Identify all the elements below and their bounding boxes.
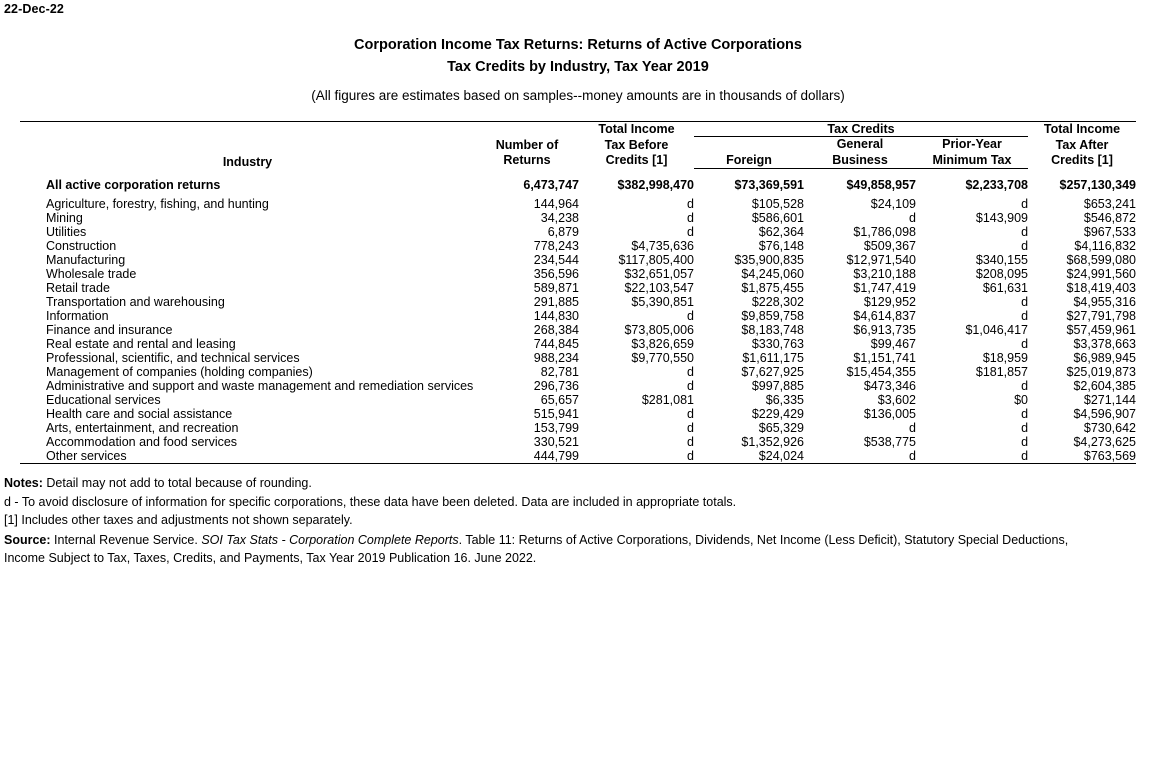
cell-tax-before-credits: d: [687, 407, 694, 421]
cell-prior-year-minimum-tax: d: [1021, 379, 1029, 393]
cell-general-business-credit: $3,602: [877, 393, 916, 407]
table-row: [20, 351, 1136, 365]
cell-tax-after-credits: $4,596,907: [1073, 407, 1137, 421]
cell-general-business-credit: $538,775: [863, 435, 916, 449]
cell-tax-after-credits: $27,791,798: [1066, 309, 1137, 323]
header-line: Total Income: [598, 122, 675, 136]
table-row: [20, 435, 1136, 449]
cell-number-of-returns: 589,871: [533, 281, 579, 295]
table-row: [20, 337, 1136, 351]
cell-foreign-credit: $24,024: [694, 449, 804, 464]
header-group-row: [20, 122, 1136, 137]
title-block: [0, 0, 1156, 107]
header-line: General: [836, 137, 884, 151]
cell-tax-after-credits: $967,533: [1083, 225, 1137, 239]
cell-prior-year-minimum-tax: $340,155: [975, 253, 1029, 267]
cell-tax-after-credits: $4,116,832: [1074, 239, 1137, 253]
table-header: [20, 122, 1136, 169]
cell-industry: Information: [45, 309, 109, 323]
cell-tax-before-credits: $4,735,636: [631, 239, 694, 253]
table-row: [20, 407, 1136, 421]
cell-tax-after-credits: $24,991,560: [1066, 267, 1137, 281]
cell-number-of-returns: 153,799: [533, 421, 579, 435]
cell-tax-before-credits: d: [687, 365, 694, 379]
table-row: [20, 211, 1136, 225]
cell-number-of-returns: 268,384: [533, 323, 579, 337]
cell-tax-after-credits: $6,989,945: [1073, 351, 1137, 365]
source-text-1: Internal Revenue Service.: [50, 532, 202, 547]
header-line: Tax Before: [604, 137, 669, 152]
header-line: Returns: [503, 153, 551, 167]
cell-prior-year-minimum-tax: $1,046,417: [965, 323, 1029, 337]
cell-prior-year-minimum-tax: d: [1021, 421, 1029, 435]
cell-foreign-credit: $9,859,758: [741, 309, 804, 323]
cell-prior-year-minimum-tax: d: [1021, 435, 1029, 449]
cell-foreign-credit: $6,335: [765, 393, 804, 407]
column-header-number-of-returns: [475, 122, 579, 169]
table-row: [20, 281, 1136, 295]
cell-foreign-credit: $7,627,925: [741, 365, 804, 379]
cell-number-of-returns: 988,234: [533, 351, 579, 365]
report-title-line-2: Tax Credits by Industry, Tax Year 2019: [447, 59, 709, 75]
cell-prior-year-minimum-tax: d: [1021, 309, 1029, 323]
source-label: Source:: [4, 532, 51, 547]
cell-tax-before-credits: $73,805,006: [624, 323, 694, 337]
table-row: [20, 295, 1136, 309]
cell-foreign-credit: $8,183,748: [741, 323, 804, 337]
cell-industry: Administrative and support and waste management and remediation services: [45, 379, 474, 393]
footnote-source: [4, 531, 1104, 568]
cell-foreign-credit: $1,875,455: [741, 281, 804, 295]
table-row: [20, 379, 1136, 393]
cell-industry: Real estate and rental and leasing: [45, 337, 236, 351]
footnote-bracket-1: [1] Includes other taxes and adjustments not shown separately.: [4, 513, 353, 527]
footnote-notes: [4, 474, 1104, 493]
column-header-foreign: Foreign: [694, 137, 804, 169]
cell-tax-after-credits: $68,599,080: [1066, 253, 1137, 267]
cell-number-of-returns: 6,879: [547, 225, 579, 239]
cell-prior-year-minimum-tax: d: [1021, 295, 1029, 309]
table-row: [20, 393, 1136, 407]
cell-general-business-credit: $1,747,419: [853, 281, 916, 295]
notes-label: Notes:: [4, 476, 43, 490]
cell-industry: Arts, entertainment, and recreation: [45, 421, 239, 435]
cell-tax-after-credits: $2,604,385: [1073, 379, 1137, 393]
cell-number-of-returns: 778,243: [533, 239, 579, 253]
cell-prior-year-minimum-tax: $0: [1014, 393, 1029, 407]
cell-tax-after-credits: $3,378,663: [1073, 337, 1137, 351]
cell-number-of-returns: 330,521: [533, 435, 579, 449]
table-row-total: [20, 169, 1136, 198]
column-header-prior-year-minimum-tax: [916, 137, 1028, 169]
header-line: Tax After: [1055, 137, 1109, 152]
cell-tax-after-credits: $25,019,873: [1066, 365, 1137, 379]
cell-number-of-returns: 515,941: [533, 407, 579, 421]
cell-industry: Educational services: [45, 393, 161, 407]
cell-tax-before-credits: d: [687, 421, 694, 435]
cell-industry: Health care and social assistance: [45, 407, 233, 421]
cell-foreign-credit: $228,302: [751, 295, 804, 309]
table-row: [20, 309, 1136, 323]
column-header-total-income-tax-after-credits: [1028, 122, 1136, 169]
cell-general-business-credit: $6,913,735: [853, 323, 916, 337]
cell-prior-year-minimum-tax: d: [1021, 407, 1029, 421]
cell-tax-before-credits: $117,805,400: [618, 253, 694, 267]
cell-foreign-credit: $1,352,926: [741, 435, 804, 449]
cell-tax-before-credits: d: [687, 309, 694, 323]
header-line: Credits [1]: [605, 153, 668, 167]
report-title-line-1: Corporation Income Tax Returns: Returns of Active Corporations: [354, 37, 802, 53]
cell-general-business-credit: d: [909, 421, 916, 435]
cell-tax-after-credits: $57,459,961: [1066, 323, 1137, 337]
report-subtitle: (All figures are estimates based on samples--money amounts are in thousands of dollars): [311, 88, 845, 103]
table-row: [20, 197, 1136, 211]
cell-tax-before-credits: $281,081: [641, 393, 694, 407]
cell-number-of-returns: 744,845: [533, 337, 579, 351]
header-line: Minimum Tax: [932, 152, 1012, 167]
cell-foreign-credit: $76,148: [758, 239, 804, 253]
cell-industry: Transportation and warehousing: [45, 295, 225, 309]
table-row: [20, 267, 1136, 281]
cell-general-business-credit: $136,005: [863, 407, 916, 421]
cell-tax-before-credits: d: [687, 225, 694, 239]
cell-tax-before-credits: d: [687, 197, 694, 211]
cell-general-business-credit: $473,346: [863, 379, 916, 393]
cell-prior-year-minimum-tax: d: [1021, 239, 1029, 253]
cell-number-of-returns: 291,885: [533, 295, 579, 309]
cell-tax-before-credits: $382,998,470: [617, 178, 694, 192]
cell-industry: Finance and insurance: [45, 323, 173, 337]
cell-prior-year-minimum-tax: $143,909: [975, 211, 1029, 225]
cell-prior-year-minimum-tax: d: [1021, 225, 1029, 239]
table-body: [20, 169, 1136, 464]
cell-tax-after-credits: $730,642: [1083, 421, 1137, 435]
column-header-total-income-tax-before-credits: [579, 122, 694, 169]
column-group-header-tax-credits: Tax Credits: [694, 122, 1028, 137]
cell-number-of-returns: 234,544: [533, 253, 579, 267]
cell-general-business-credit: $15,454,355: [846, 365, 916, 379]
column-header-general-business: [804, 137, 916, 169]
cell-general-business-credit: d: [804, 449, 916, 464]
table-row: [20, 253, 1136, 267]
cell-tax-after-credits: $4,955,316: [1073, 295, 1137, 309]
cell-number-of-returns: 144,830: [533, 309, 579, 323]
cell-industry: Utilities: [45, 225, 87, 239]
cell-prior-year-minimum-tax: $181,857: [975, 365, 1029, 379]
cell-industry: Mining: [45, 211, 83, 225]
cell-number-of-returns: 356,596: [533, 267, 579, 281]
cell-tax-after-credits: $18,419,403: [1066, 281, 1137, 295]
cell-tax-before-credits: $5,390,851: [631, 295, 694, 309]
table-row: [20, 239, 1136, 253]
cell-foreign-credit: $62,364: [758, 225, 804, 239]
cell-foreign-credit: $4,245,060: [741, 267, 804, 281]
table-row: [20, 323, 1136, 337]
tax-credits-table: [20, 121, 1136, 464]
table-row: [20, 365, 1136, 379]
cell-industry: Retail trade: [45, 281, 110, 295]
cell-general-business-credit: $129,952: [863, 295, 916, 309]
cell-industry: All active corporation returns: [45, 178, 221, 192]
cell-number-of-returns: 65,657: [540, 393, 579, 407]
header-line: Number of: [495, 137, 559, 152]
cell-general-business-credit: $49,858,957: [846, 178, 916, 192]
cell-industry: Other services: [20, 449, 475, 464]
cell-number-of-returns: 34,238: [540, 211, 579, 225]
cell-tax-before-credits: d: [687, 379, 694, 393]
footnote-d: d - To avoid disclosure of information for specific corporations, these data have been deleted. Data are included in appropriate totals.: [4, 494, 737, 509]
cell-tax-after-credits: $271,144: [1083, 393, 1137, 407]
cell-foreign-credit: $35,900,835: [734, 253, 804, 267]
cell-general-business-credit: $3,210,188: [853, 267, 916, 281]
cell-general-business-credit: $4,614,837: [853, 309, 916, 323]
cell-foreign-credit: $1,611,175: [742, 351, 804, 365]
cell-foreign-credit: $229,429: [751, 407, 804, 421]
footnotes-block: [4, 474, 1104, 568]
cell-prior-year-minimum-tax: d: [1021, 197, 1029, 211]
column-header-industry: Industry: [20, 122, 475, 169]
cell-industry: Agriculture, forestry, fishing, and hunting: [45, 197, 269, 211]
cell-number-of-returns: 144,964: [533, 197, 579, 211]
cell-general-business-credit: $99,467: [870, 337, 916, 351]
cell-industry: Accommodation and food services: [45, 435, 238, 449]
cell-tax-before-credits: $3,826,659: [631, 337, 694, 351]
cell-general-business-credit: $1,786,098: [853, 225, 916, 239]
cell-foreign-credit: $73,369,591: [734, 178, 804, 192]
cell-industry: Construction: [45, 239, 117, 253]
table-row: [20, 421, 1136, 435]
cell-industry: Professional, scientific, and technical services: [45, 351, 300, 365]
cell-tax-after-credits: $546,872: [1083, 211, 1137, 225]
cell-tax-before-credits: $9,770,550: [631, 351, 694, 365]
cell-number-of-returns: 82,781: [540, 365, 579, 379]
cell-tax-before-credits: $32,651,057: [624, 267, 694, 281]
source-text-2: . Table 11: Returns of Active Corporations, Dividends, Net Income (Less Deficit), Statutory Special Deductions, Income Subject to Tax, Taxes, Credits, and Payments, Tax Year 2019 Publication 16. June 2022.: [4, 532, 1069, 565]
cell-foreign-credit: $65,329: [758, 421, 804, 435]
cell-tax-before-credits: d: [687, 435, 694, 449]
cell-general-business-credit: $1,151,741: [853, 351, 916, 365]
cell-industry: Management of companies (holding companies): [45, 365, 313, 379]
cell-general-business-credit: d: [909, 211, 916, 225]
header-line: Business: [832, 152, 888, 167]
cell-industry: Wholesale trade: [45, 267, 137, 281]
cell-foreign-credit: $586,601: [751, 211, 804, 225]
cell-prior-year-minimum-tax: d: [916, 449, 1028, 464]
cell-general-business-credit: $509,367: [863, 239, 916, 253]
cell-tax-after-credits: $257,130,349: [1059, 178, 1137, 192]
cell-tax-after-credits: $4,273,625: [1073, 435, 1137, 449]
table-row: [20, 449, 1136, 464]
cell-prior-year-minimum-tax: $61,631: [982, 281, 1029, 295]
cell-number-of-returns: 6,473,747: [523, 178, 579, 192]
cell-tax-before-credits: d: [687, 211, 694, 225]
cell-prior-year-minimum-tax: $18,959: [982, 351, 1029, 365]
cell-industry: Manufacturing: [45, 253, 126, 267]
cell-tax-before-credits: d: [579, 449, 694, 464]
cell-number-of-returns: 296,736: [533, 379, 579, 393]
header-line: Prior-Year: [942, 137, 1002, 151]
cell-tax-before-credits: $22,103,547: [624, 281, 694, 295]
cell-foreign-credit: $330,763: [751, 337, 804, 351]
header-line: Credits [1]: [1051, 153, 1113, 167]
source-publication-title: SOI Tax Stats - Corporation Complete Reports: [201, 532, 459, 547]
cell-foreign-credit: $997,885: [751, 379, 804, 393]
cell-general-business-credit: $24,109: [870, 197, 916, 211]
cell-prior-year-minimum-tax: $208,095: [975, 267, 1029, 281]
header-line: Total Income: [1043, 122, 1121, 136]
cell-prior-year-minimum-tax: d: [1021, 337, 1029, 351]
notes-text: Detail may not add to total because of rounding.: [42, 476, 312, 490]
cell-tax-after-credits: $763,569: [1028, 449, 1136, 464]
cell-prior-year-minimum-tax: $2,233,708: [965, 178, 1029, 192]
cell-general-business-credit: $12,971,540: [846, 253, 916, 267]
cell-tax-after-credits: $653,241: [1083, 197, 1137, 211]
cell-foreign-credit: $105,528: [751, 197, 804, 211]
table-row: [20, 225, 1136, 239]
cell-number-of-returns: 444,799: [475, 449, 579, 464]
date-stamp: 22-Dec-22: [4, 2, 64, 16]
